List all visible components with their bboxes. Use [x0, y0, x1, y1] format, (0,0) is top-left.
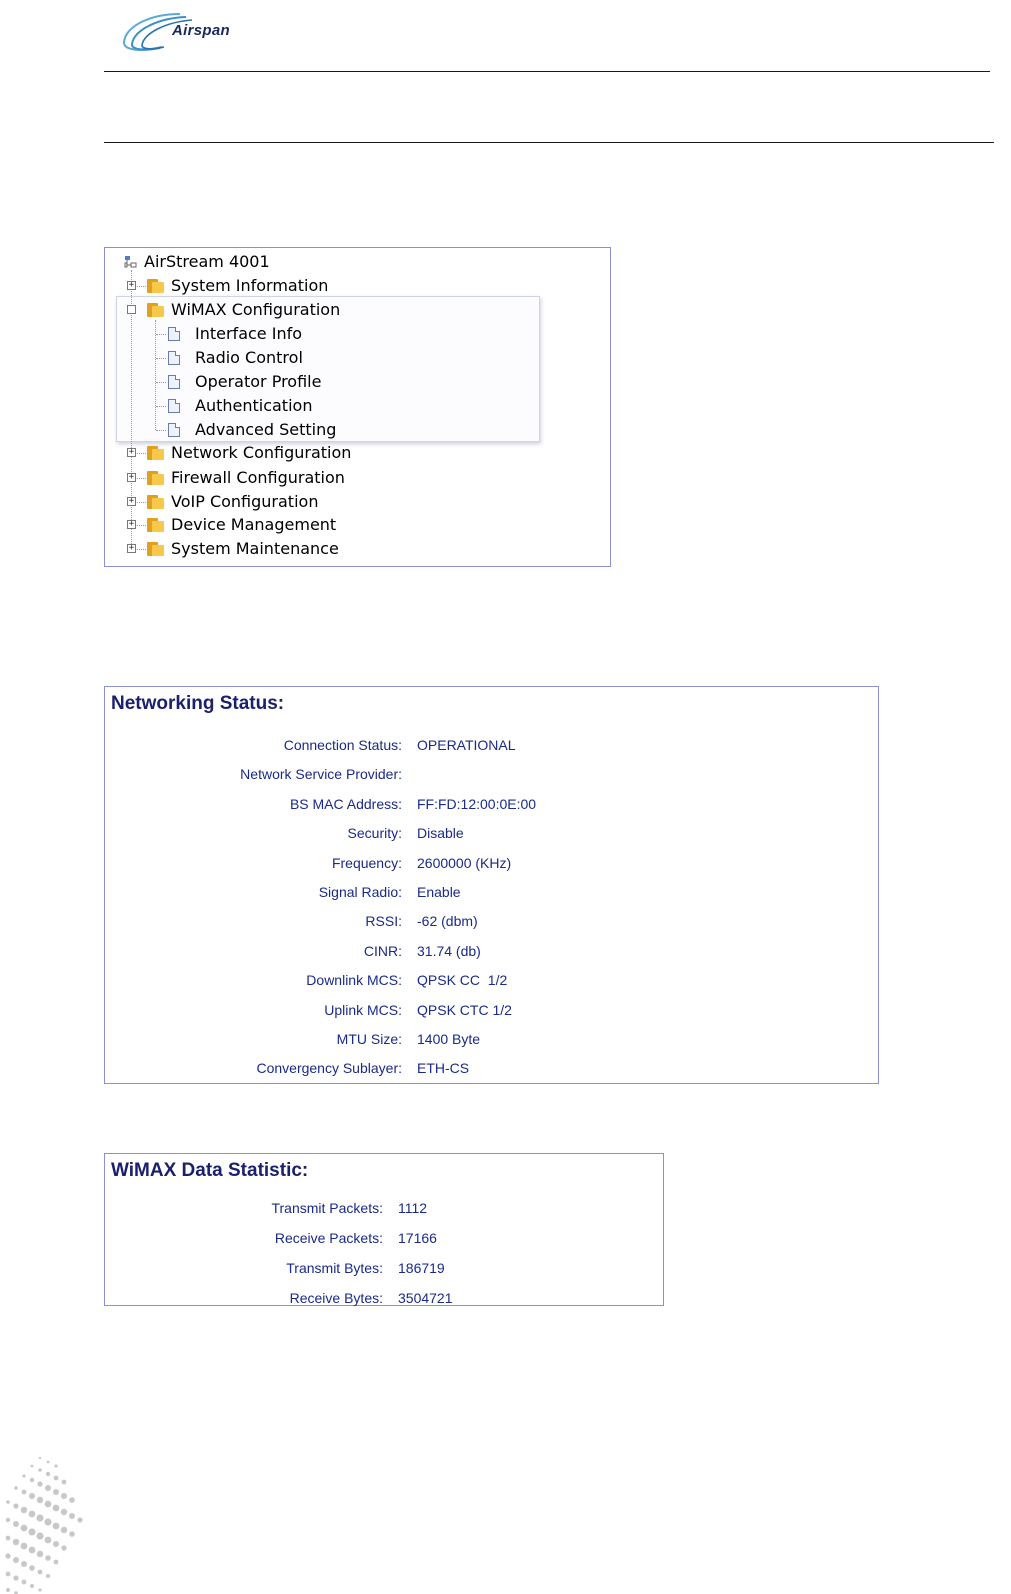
networking-status-label: Uplink MCS: — [324, 1001, 402, 1018]
wimax-stat-label: Transmit Bytes: — [286, 1260, 383, 1276]
expand-icon[interactable]: + — [128, 496, 135, 506]
folder-icon — [147, 540, 164, 556]
networking-status-value: QPSK CTC 1/2 — [417, 1001, 512, 1018]
wimax-stat-value: 186719 — [398, 1260, 445, 1276]
page-icon — [168, 327, 180, 341]
decorative-dots-icon — [0, 1450, 90, 1594]
networking-status-label: Frequency: — [331, 854, 402, 871]
logo-text: Airspan — [172, 22, 230, 39]
wimax-stat-value: 17166 — [398, 1230, 437, 1246]
header-divider — [104, 71, 990, 72]
networking-status-label: Security: — [347, 825, 402, 842]
networking-status-value: Enable — [417, 884, 461, 900]
wimax-stat-label: Receive Packets: — [274, 1230, 383, 1246]
folder-icon — [147, 493, 164, 509]
wimax-stat-label: Receive Bytes: — [289, 1290, 383, 1306]
header-divider-lower — [104, 142, 994, 143]
networking-status-label: Convergency Sublayer: — [256, 1060, 402, 1077]
networking-status-value: OPERATIONAL — [417, 737, 516, 753]
networking-status-value: 31.74 (db) — [417, 942, 481, 959]
airspan-logo — [120, 8, 290, 54]
network-tree-icon — [124, 254, 138, 268]
expand-icon[interactable]: + — [128, 543, 135, 553]
page-icon — [168, 399, 180, 413]
page-icon — [168, 375, 180, 389]
tree-root-label: AirStream 4001 — [144, 252, 270, 271]
folder-icon — [147, 277, 164, 293]
wimax-stat-value: 3504721 — [398, 1290, 453, 1306]
networking-status-value: ETH-CS — [417, 1060, 470, 1077]
folder-icon — [147, 516, 164, 532]
networking-status-value: QPSK CC 1/2 — [417, 972, 508, 989]
networking-status-label: Network Service Provider: — [240, 766, 402, 783]
networking-status-value: -62 (dbm) — [417, 913, 478, 930]
networking-status-label: MTU Size: — [336, 1031, 402, 1047]
wimax-stat-value: 1112 — [398, 1200, 428, 1216]
tree-connector — [155, 320, 156, 430]
networking-status-label: Downlink MCS: — [306, 972, 402, 989]
folder-icon — [147, 444, 164, 460]
page-icon — [168, 423, 180, 437]
page-icon — [168, 351, 180, 365]
networking-status-value: 2600000 (KHz) — [417, 854, 512, 871]
wimax-data-statistic-panel — [104, 1153, 664, 1306]
networking-status-label: Connection Status: — [283, 737, 402, 753]
expand-icon[interactable]: + — [128, 472, 135, 482]
wimax-data-statistic-title: WiMAX Data Statistic: — [111, 1160, 309, 1181]
expand-icon[interactable]: + — [128, 519, 135, 529]
networking-status-label: Signal Radio: — [318, 884, 402, 900]
networking-status-value: Disable — [417, 825, 464, 842]
networking-status-label: RSSI: — [365, 913, 402, 930]
networking-status-label: CINR: — [363, 942, 402, 959]
networking-status-label: BS MAC Address: — [289, 795, 402, 812]
expand-icon[interactable]: + — [128, 280, 135, 290]
networking-status-title: Networking Status: — [111, 693, 285, 714]
folder-icon — [147, 469, 164, 485]
networking-status-value: 1400 Byte — [417, 1031, 481, 1047]
wimax-stat-label: Transmit Packets: — [271, 1200, 383, 1216]
collapse-icon[interactable] — [127, 305, 136, 314]
expand-icon[interactable]: + — [128, 447, 135, 457]
folder-open-icon — [147, 301, 164, 317]
networking-status-value: FF:FD:12:00:0E:00 — [417, 795, 537, 812]
